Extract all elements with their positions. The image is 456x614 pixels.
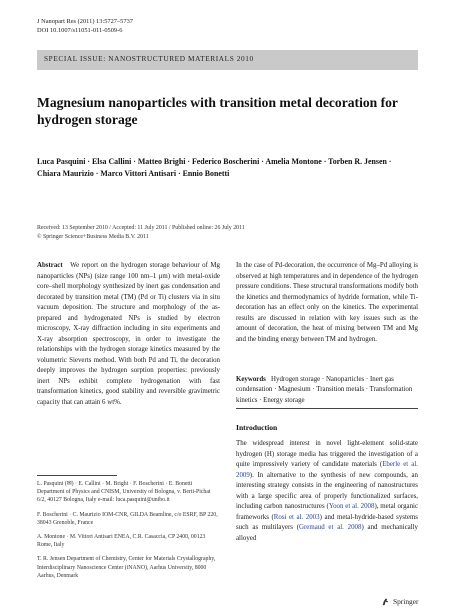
journal-header <box>37 17 133 35</box>
copyright: © Springer Science+Business Media B.V. 2011 <box>37 233 149 240</box>
springer-horse-logo-icon <box>381 597 390 606</box>
abstract-text-right: In the case of Pd-decoration, the occurrence of Mg–Pd alloying is observed at high temperatures and in dependence of the hydrogen pressure conditions. These structural transformations modify both the kinetics and thermodynamics of hydride formation, while Ti-decoration has an effect only on the kinetics. The experimental results are discussed in relation with key issues such as the amount of decoration, the heat of mixing between TM and Mg and the binding energy between TM and hydrogen. <box>236 262 418 343</box>
citation-link[interactable]: Yoon et al. 2008 <box>328 503 375 510</box>
affiliation: F. Boscherini · C. Maurizio IOM-CNR, GILDA Beamline, c/o ESRF, BP 220, 38043 Grenoble, France <box>37 511 218 526</box>
intro-text-3: ), metal organic frameworks ( <box>236 503 418 521</box>
author-list: Luca Pasquini · Elsa Callini · Matteo Brighi · Federico Boscherini · Amelia Montone · Torben R. Jensen · Chiara Maurizio · Marco Vittori Antisari · Ennio Bonetti <box>37 157 392 178</box>
introduction-heading: Introduction <box>236 423 278 432</box>
publisher-name: Springer <box>393 597 419 606</box>
doi: DOI 10.1007/s11051-011-0509-6 <box>37 27 123 35</box>
special-issue-banner <box>37 50 418 70</box>
keywords-label: Keywords <box>236 376 266 383</box>
keywords-text: Hydrogen storage · Nanoparticles · Inert gas condensation · Magnesium · Transition metals · Transformation kinetics · Energy storage <box>236 376 413 404</box>
intro-text-2: ). In alternative to the synthesis of new compounds, an interesting strategy consists in the engineering of nanostructures with a large specific area of properly functionalized surfaces, including carbon nanostructures ( <box>236 471 418 510</box>
intro-text-4: ) and metal-hydride-based systems such as multilayers ( <box>236 513 418 531</box>
intro-text-1: The widespread interest in novel light-element solid-state hydrogen (H) storage media has triggered the investigation of a quite impressively variety of candidate materials ( <box>236 440 418 468</box>
received-accepted: Received: 13 September 2010 / Accepted: 11 July 2011 / Published online: 26 July 2011 <box>37 225 245 231</box>
affiliation: T. R. Jensen Department of Chemistry, Center for Materials Crystallography, Interdisciplinary Nanoscience Center (iNANO), Aarhus University, 8000 Aarhus, Denmark <box>37 556 216 579</box>
banner-text: SPECIAL ISSUE: NANOSTRUCTURED MATERIALS 2010 <box>44 54 254 63</box>
affiliation: L. Pasquini (✉) · E. Callini · M. Brighi · F. Boscherini · E. Bonetti Department of Physics and CNISM, University of Bologna, v. Berti-Pichat 6/2, 40127 Bologna, Italy e-mail: luca.pasquini@unibo.it <box>37 481 211 504</box>
divider-right <box>236 408 418 409</box>
publisher-footer <box>381 597 418 606</box>
citation-link[interactable]: Gremaud et al. 2008 <box>299 524 362 531</box>
article-title: Magnesium nanoparticles with transition metal decoration for hydrogen storage <box>37 95 398 127</box>
abstract-left <box>37 261 220 408</box>
abstract-text-left: We report on the hydrogen storage behaviour of Mg nanoparticles (NPs) (size range 100 nm–1 μm) with metal-oxide core–shell morphology synthesized by inert gas condensation and decorated by transition metal (TM) (Pd or Ti) clusters via in situ vacuum deposition. The structure and morphology of the as-prepared and hydrogenated NPs is studied by electron microscopy, X-ray diffraction including in situ experiments and X-ray absorption spectroscopy, in order to investigate the relationships with the hydrogen storage kinetics measured by the volumetric Sieverts method. With both Pd and Ti, the decoration deeply improves the hydrogen sorption properties: previously inert NPs exhibit complete hydrogenation with fast transformation kinetics, good stability and reversible gravimetric capacity that can attain 6 wt%. <box>37 262 221 406</box>
citation-link[interactable]: Eberle et al. 2009 <box>236 461 418 479</box>
divider-left <box>37 475 117 476</box>
publication-dates <box>37 224 417 242</box>
abstract-label: Abstract <box>37 262 63 269</box>
abstract-right <box>236 261 418 345</box>
affiliation: A. Montone · M. Vittori Antisari ENEA, C.R. Casaccia, CP 2400, 00123 Rome, Italy <box>37 534 206 549</box>
keywords <box>236 375 418 406</box>
citation-link[interactable]: Rosi et al. 2003 <box>273 513 320 521</box>
journal-citation: J Nanopart Res (2011) 13:5727–5737 <box>37 18 133 25</box>
introduction-body <box>236 439 418 544</box>
intro-text-5: ) and mechanically alloyed <box>236 524 418 542</box>
affiliations <box>37 480 220 586</box>
